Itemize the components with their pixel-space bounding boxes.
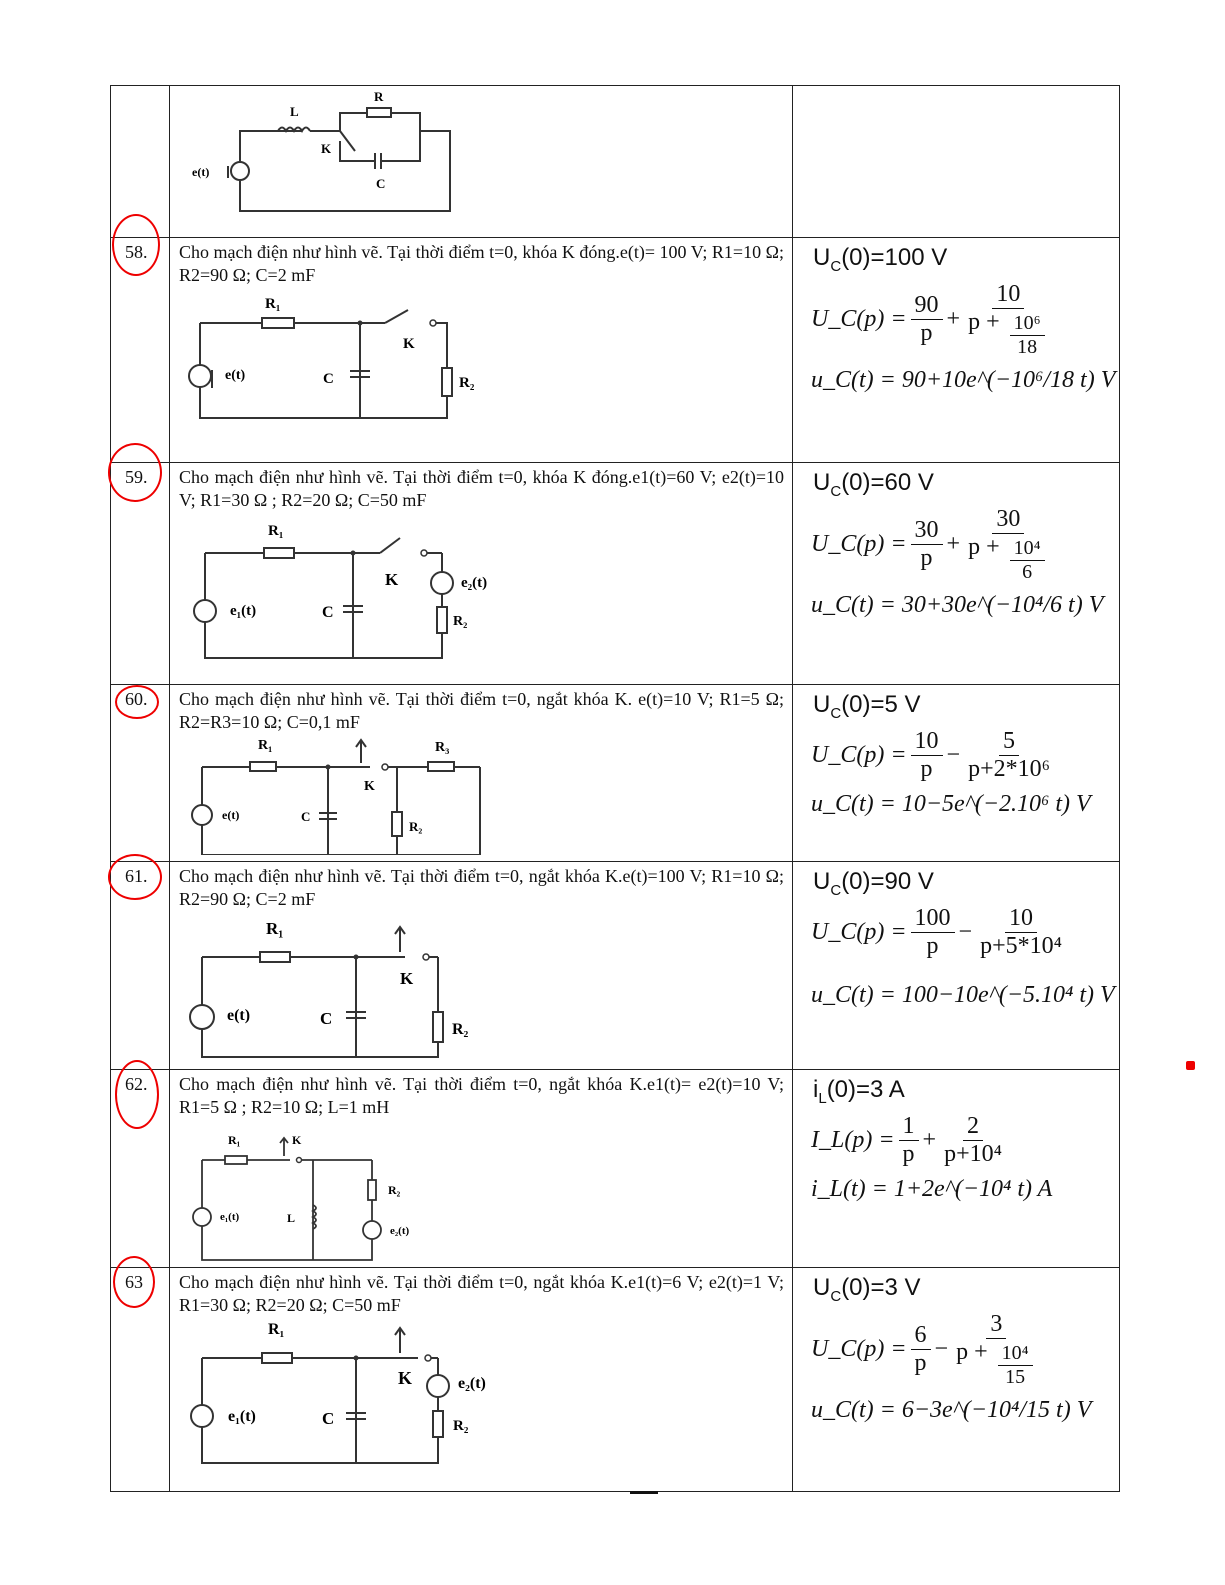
problem-number: 58. bbox=[125, 242, 148, 262]
label-e2: e₂(t) bbox=[458, 1375, 486, 1392]
label-R2: R₂ bbox=[452, 1021, 469, 1038]
label-e1: e₁(t) bbox=[230, 603, 257, 619]
red-circle-mark bbox=[112, 214, 160, 276]
page-mark bbox=[630, 1491, 658, 1494]
time-equation: u_C(t) = 30+30e^(−10⁴/6 t) V bbox=[811, 591, 1104, 618]
laplace-equation: I_L(p) = $\frac{1}{p}$ + $\frac{2}{\text{p+10⁴}}$ bbox=[811, 1112, 1002, 1167]
label-R1: R₁ bbox=[268, 1321, 285, 1338]
label-C: C bbox=[376, 176, 386, 191]
problem-number: 63 bbox=[125, 1272, 143, 1292]
red-circle-mark bbox=[115, 1060, 159, 1129]
initial-value: $U_C(0)=3$ V bbox=[813, 1274, 921, 1305]
problem-text: Cho mạch điện như hình vẽ. Tại thời điểm t=0, khóa K đóng.e(t)= 100 V; R1=10 Ω; R2=90 Ω; C=2 mF bbox=[179, 242, 784, 285]
time-equation: u_C(t) = 6−3e^(−10⁴/15 t) V bbox=[811, 1396, 1092, 1423]
red-circle-mark bbox=[113, 1256, 155, 1308]
red-dot-mark bbox=[1186, 1061, 1195, 1070]
label-R2: R₂ bbox=[453, 614, 468, 629]
table-row bbox=[111, 1070, 1120, 1268]
label-R1: R₁ bbox=[258, 738, 273, 753]
circuit-diagram bbox=[180, 735, 490, 855]
label-R2: R₂ bbox=[453, 1418, 469, 1434]
problem-text: Cho mạch điện như hình vẽ. Tại thời điểm t=0, ngắt khóa K.e(t)=100 V; R1=10 Ω; R2=90 Ω; C=2 mF bbox=[179, 866, 784, 909]
laplace-equation: U_C(p) = $\frac{100}{p}$ − $\frac{10}{\text{p+5*10⁴}}$ bbox=[811, 904, 1062, 959]
initial-value: $U_C(0)=100$ V bbox=[813, 244, 948, 275]
problem-number: 62. bbox=[125, 1074, 148, 1094]
label-e: e(t) bbox=[222, 808, 240, 822]
problem-number: 61. bbox=[125, 866, 148, 886]
time-equation: u_C(t) = 100−10e^(−5.10⁴ t) V bbox=[811, 981, 1115, 1008]
problem-table bbox=[110, 85, 1120, 1492]
label-L: L bbox=[287, 1211, 296, 1225]
laplace-equation: U_C(p) = $\frac{6}{p}$ − 3 p + $\frac{\text{10⁴}}{15}$ bbox=[811, 1311, 1119, 1389]
label-e2: e₂(t) bbox=[390, 1225, 410, 1237]
table-row bbox=[111, 463, 1120, 685]
problem-text: Cho mạch điện như hình vẽ. Tại thời điểm t=0, ngắt khóa K.e1(t)=6 V; e2(t)=1 V; R1=30 Ω; R2=20 Ω; C=50 mF bbox=[179, 1272, 784, 1315]
label-e1: e₁(t) bbox=[220, 1211, 240, 1223]
table-row bbox=[111, 238, 1120, 463]
label-R: R bbox=[374, 89, 384, 104]
circuit-diagram bbox=[180, 288, 490, 423]
problem-text: Cho mạch điện như hình vẽ. Tại thời điểm t=0, ngắt khóa K. e(t)=10 V; R1=5 Ω; R2=R3=10 Ω; C=0,1 mF bbox=[179, 689, 784, 732]
label-R2: R₂ bbox=[459, 375, 475, 391]
circuit-diagram bbox=[180, 912, 490, 1062]
label-e: e(t) bbox=[225, 368, 246, 383]
circuit-diagram bbox=[180, 1318, 510, 1468]
label-K: K bbox=[398, 1368, 413, 1388]
problem-text: Cho mạch điện như hình vẽ. Tại thời điểm t=0, khóa K đóng.e1(t)=60 V; e2(t)=10 V; R1=30 Ω ; R2=20 Ω; C=50 mF bbox=[179, 467, 784, 510]
circuit-diagram bbox=[180, 86, 480, 226]
label-K: K bbox=[292, 1133, 302, 1147]
red-circle-mark bbox=[115, 685, 159, 719]
label-e: e(t) bbox=[192, 165, 210, 179]
label-C: C bbox=[322, 604, 334, 621]
table-row bbox=[111, 1268, 1120, 1492]
label-K: K bbox=[403, 336, 415, 352]
label-L: L bbox=[290, 104, 299, 119]
label-K: K bbox=[364, 779, 375, 794]
label-C: C bbox=[320, 1009, 333, 1028]
label-K: K bbox=[400, 969, 414, 988]
initial-value: $U_C(0)=60$ V bbox=[813, 469, 934, 500]
label-e1: e₁(t) bbox=[228, 1408, 256, 1425]
label-R2: R₂ bbox=[409, 819, 423, 834]
label-C: C bbox=[301, 809, 311, 824]
laplace-equation: U_C(p) = $\frac{10}{p}$ − $\frac{5}{\text{p+2*10⁶}}$ bbox=[811, 727, 1050, 782]
circuit-diagram bbox=[180, 1120, 440, 1265]
label-C: C bbox=[322, 1409, 335, 1428]
label-R1: R₁ bbox=[228, 1133, 241, 1147]
initial-value: $U_C(0)=90$ V bbox=[813, 868, 934, 899]
label-e2: e₂(t) bbox=[461, 575, 488, 591]
label-e: e(t) bbox=[227, 1007, 251, 1024]
time-equation: i_L(t) = 1+2e^(−10⁴ t) A bbox=[811, 1175, 1053, 1202]
red-circle-mark bbox=[108, 854, 162, 900]
laplace-equation: U_C(p) = $\frac{30}{p}$ + 30 p + $\frac{\text{10⁴}}{6}$ bbox=[811, 506, 1119, 584]
label-K: K bbox=[321, 141, 332, 156]
problem-number: 60. bbox=[125, 689, 148, 709]
circuit-diagram bbox=[180, 513, 490, 663]
label-K: K bbox=[385, 570, 399, 589]
label-R2: R₂ bbox=[388, 1183, 401, 1197]
initial-value: $U_C(0)=5$ V bbox=[813, 691, 921, 722]
table-row bbox=[111, 862, 1120, 1070]
problem-number: 59. bbox=[125, 467, 148, 487]
red-circle-mark bbox=[108, 443, 162, 502]
label-R3: R₃ bbox=[435, 740, 450, 755]
laplace-equation: U_C(p) = $\frac{90}{p}$ + 10 p + $\frac{\text{10⁶}}{18}$ bbox=[811, 281, 1119, 359]
table-row bbox=[111, 86, 1120, 238]
time-equation: u_C(t) = 10−5e^(−2.10⁶ t) V bbox=[811, 790, 1091, 817]
problem-text: Cho mạch điện như hình vẽ. Tại thời điểm t=0, ngắt khóa K.e1(t)= e2(t)=10 V; R1=5 Ω ; R2=10 Ω; L=1 mH bbox=[179, 1074, 784, 1117]
label-C: C bbox=[323, 371, 334, 387]
label-R1: R₁ bbox=[266, 919, 284, 938]
time-equation: u_C(t) = 90+10e^(−10⁶/18 t) V bbox=[811, 366, 1116, 393]
label-R1: R₁ bbox=[268, 523, 284, 539]
label-R1: R₁ bbox=[265, 296, 281, 312]
initial-value: $i_L(0)=3$ A bbox=[813, 1076, 905, 1107]
table-row bbox=[111, 685, 1120, 862]
